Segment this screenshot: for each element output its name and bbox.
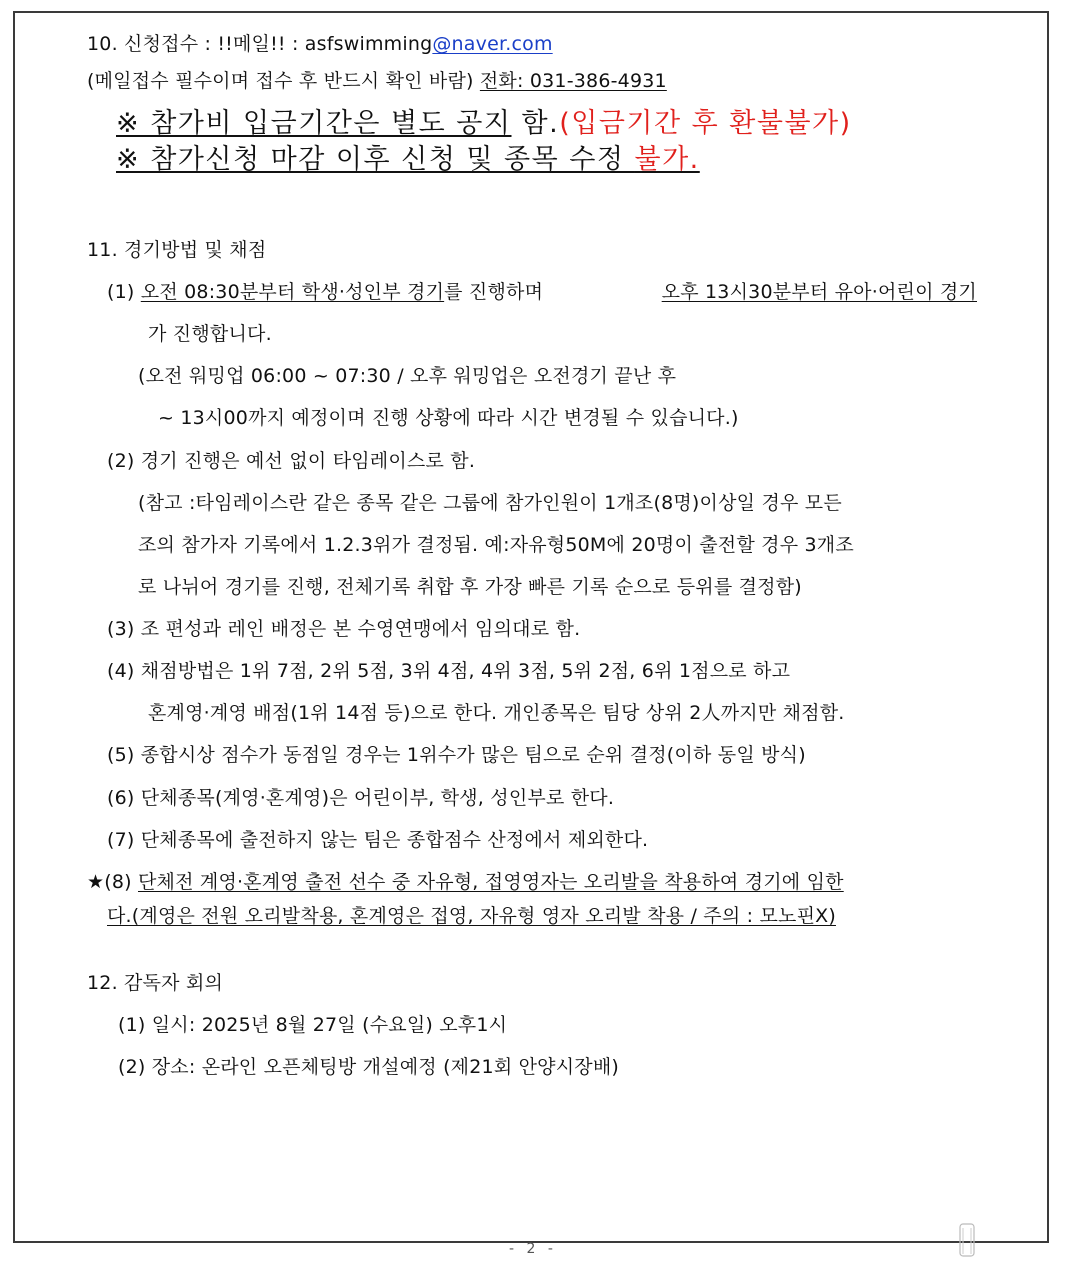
notice-no-refund: (입금기간 후 환불불가) — [559, 108, 852, 139]
item-3: (3) 조 편성과 레인 배정은 본 수영연맹에서 임의대로 함. — [107, 618, 581, 640]
item-4-cont: 혼계영·계영 배점(1위 14점 등)으로 한다. 개인종목은 팀당 상위 2人까지만 채점함. — [148, 702, 845, 724]
item-5: (5) 종합시상 점수가 동점일 경우는 1위수가 많은 팀으로 순위 결정(이하 동일 방식) — [107, 744, 806, 766]
scroll-grip-icon[interactable] — [958, 1222, 976, 1258]
item-8-text: 단체전 계영·혼계영 출전 선수 중 자유형, 접영영자는 오리발을 착용하여 경기에 임한 — [138, 871, 844, 893]
item-7: (7) 단체종목에 출전하지 않는 팀은 종합점수 산정에서 제외한다. — [107, 829, 649, 851]
notice-fee-text: ※ 참가비 입금기간은 별도 공지 — [116, 108, 512, 139]
warmup-note-2: ~ 13시00까지 예정이며 진행 상황에 따라 시간 변경될 수 있습니다.) — [158, 407, 739, 429]
phone-number: 전화: 031-386-4931 — [479, 70, 667, 92]
item-8-cont: 다.(계영은 전원 오리발착용, 혼계영은 접영, 자유형 영자 오리발 착용 / 주의 : 모노핀X) — [107, 905, 836, 927]
afternoon-schedule: 오후 13시30분부터 유아·어린이 경기 — [661, 281, 977, 303]
application-text: 10. 신청접수 : !!메일!! : asfswimming — [87, 33, 433, 55]
section-12-title: 12. 감독자 회의 — [87, 972, 224, 994]
application-line — [87, 32, 553, 56]
notice-fee-period: ※ 참가비 입금기간은 별도 공지 함.(입금기간 후 환불불가) — [116, 108, 852, 139]
email-note-line — [87, 69, 667, 93]
page-number: - 2 - — [509, 1241, 557, 1257]
notice-deadline: ※ 참가신청 마감 이후 신청 및 종목 수정 불가. — [116, 144, 700, 175]
item-1: (1) 오전 08:30분부터 학생·성인부 경기를 진행하며 오후 13시30분부터 유아·어린이 경기 — [107, 281, 977, 303]
time-race-note-1: (참고 :타임레이스란 같은 종목 같은 그룹에 참가인원이 1개조(8명)이상일 경우 모든 — [138, 492, 842, 514]
email-link[interactable]: @naver.com — [432, 33, 553, 55]
item-1-cont: 가 진행합니다. — [148, 323, 272, 345]
meeting-date: (1) 일시: 2025년 8월 27일 (수요일) 오후1시 — [118, 1014, 508, 1036]
time-race-note-3: 로 나뉘어 경기를 진행, 전체기록 취합 후 가장 빠른 기록 순으로 등위를 결정함) — [138, 576, 802, 598]
star-marker: ★(8) — [87, 871, 138, 893]
item-4: (4) 채점방법은 1위 7점, 2위 5점, 3위 4점, 4위 3점, 5위 2점, 6위 1점으로 하고 — [107, 660, 791, 682]
warmup-note-1: (오전 워밍업 06:00 ~ 07:30 / 오후 워밍업은 오전경기 끝난 후 — [138, 365, 677, 387]
section-11-title: 11. 경기방법 및 채점 — [87, 239, 267, 261]
time-race-note-2: 조의 참가자 기록에서 1.2.3위가 결정됨. 예:자유형50M에 20명이 출전할 경우 3개조 — [138, 534, 854, 556]
item-6: (6) 단체종목(계영·혼계영)은 어린이부, 학생, 성인부로 한다. — [107, 787, 615, 809]
notice-not-allowed: 불가. — [634, 144, 700, 175]
item-8 — [87, 870, 844, 894]
morning-schedule: 오전 08:30분부터 학생·성인부 경기 — [140, 281, 445, 303]
meeting-place: (2) 장소: 온라인 오픈체팅방 개설예정 (제21회 안양시장배) — [118, 1056, 619, 1078]
item-2: (2) 경기 진행은 예선 없이 타임레이스로 함. — [107, 450, 476, 472]
email-note-text: (메일접수 필수이며 접수 후 반드시 확인 바람) — [87, 70, 480, 92]
